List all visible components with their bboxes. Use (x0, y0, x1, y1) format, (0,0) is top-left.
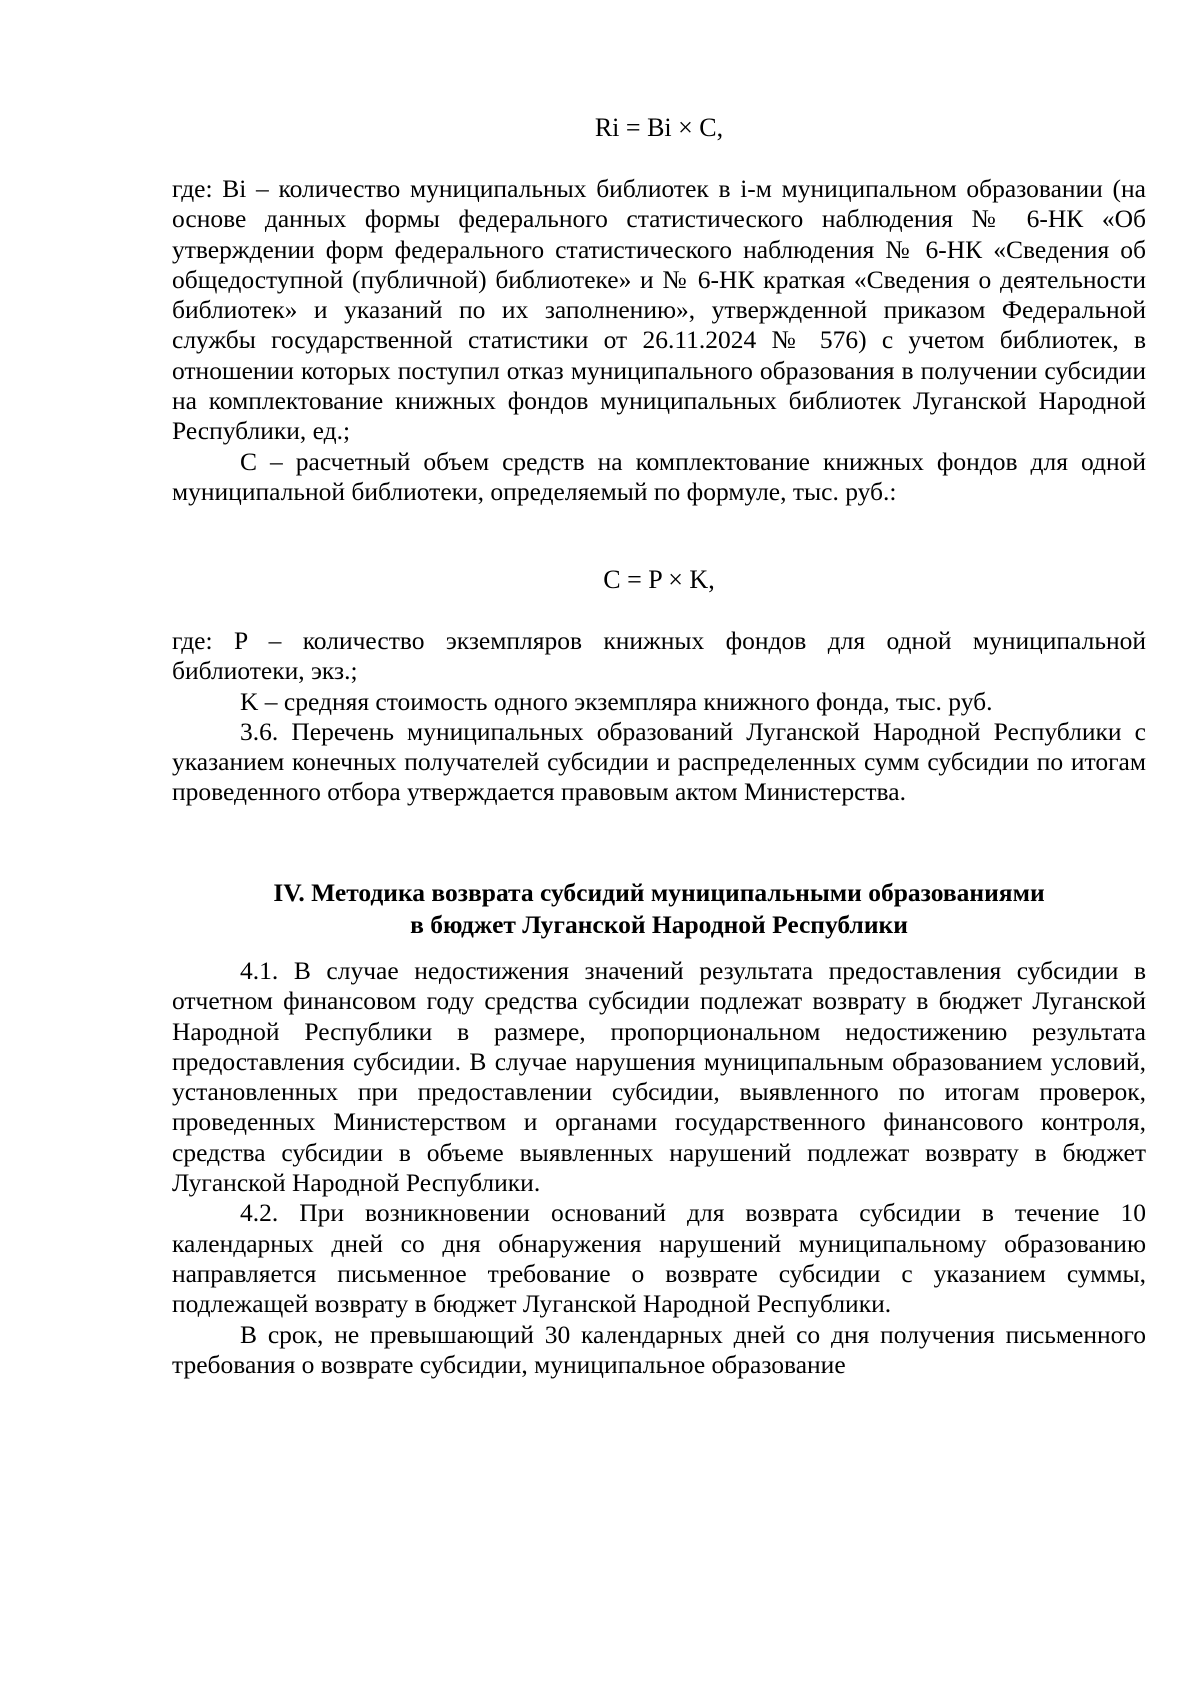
section-heading-4 (172, 877, 1146, 941)
paragraph-4-1: 4.1. В случае недостижения значений результата предоставления субсидии в отчетном финансовом году средства субсидии подлежат возврату в бюджет Луганской Народной Республики в размере, пропорциональном недостижению результата предоставления субсидии. В случае нарушения муниципальным образованием условий, установленных при предоставлении субсидии, выявленного по итогам проверок, проведенных Министерством и органами государственного финансового контроля, средства субсидии в объеме выявленных нарушений подлежат возврату в бюджет Луганской Народной Республики. (172, 956, 1146, 1198)
paragraph-3-6: 3.6. Перечень муниципальных образований Луганской Народной Республики с указанием конечных получателей субсидии и распределенных сумм субсидии по итогам проведенного отбора утверждается правовым актом Министерства. (172, 716, 1146, 807)
paragraph-c-definition: C – расчетный объем средств на комплектование книжных фондов для одной муниципальной библиотеки, определяемый по формуле, тыс. руб.: (172, 446, 1146, 506)
section-heading-line-2: в бюджет Луганской Народной Республики (410, 910, 908, 939)
definitions-block-1 (172, 174, 1146, 507)
section-4-body (172, 956, 1146, 1380)
paragraph-k-definition: K – средняя стоимость одного экземпляра книжного фонда, тыс. руб. (240, 686, 993, 716)
paragraph-bi-definition: где: Bi – количество муниципальных библиотек в i-м муниципальном образовании (на основе данных формы федерального статистического наблюдения № 6-НК «Об утверждении форм федерального статистического наблюдения № 6-НК «Сведения об общедоступной (публичной) библиотеке» и № 6-НК краткая «Сведения о деятельности библиотек» и указаний по их заполнению», утвержденной приказом Федеральной службы государственной статистики от 26.11.2024 № 576) с учетом библиотек, в отношении которых поступил отказ муниципального образования в получении субсидии на комплектование книжных фондов муниципальных библиотек Луганской Народной Республики, ед.; (172, 174, 1146, 446)
paragraph-return-term: В срок, не превышающий 30 календарных дней со дня получения письменного требования о возврате субсидии, муниципальное образование (172, 1319, 1146, 1379)
formula-c: C = P × K, (603, 565, 715, 594)
section-heading-line-1: IV. Методика возврата субсидий муниципальными образованиями (273, 878, 1045, 907)
formula-ri: Ri = Bi × C, (594, 113, 724, 142)
definitions-block-2 (172, 626, 1146, 808)
paragraph-p-definition: где: P – количество экземпляров книжных фондов для одной муниципальной библиотеки, экз.; (172, 626, 1146, 686)
paragraph-4-2: 4.2. При возникновении оснований для возврата субсидии в течение 10 календарных дней со дня обнаружения нарушений муниципальному образованию направляется письменное требование о возврате субсидии с указанием суммы, подлежащей возврату в бюджет Луганской Народной Республики. (172, 1198, 1146, 1319)
